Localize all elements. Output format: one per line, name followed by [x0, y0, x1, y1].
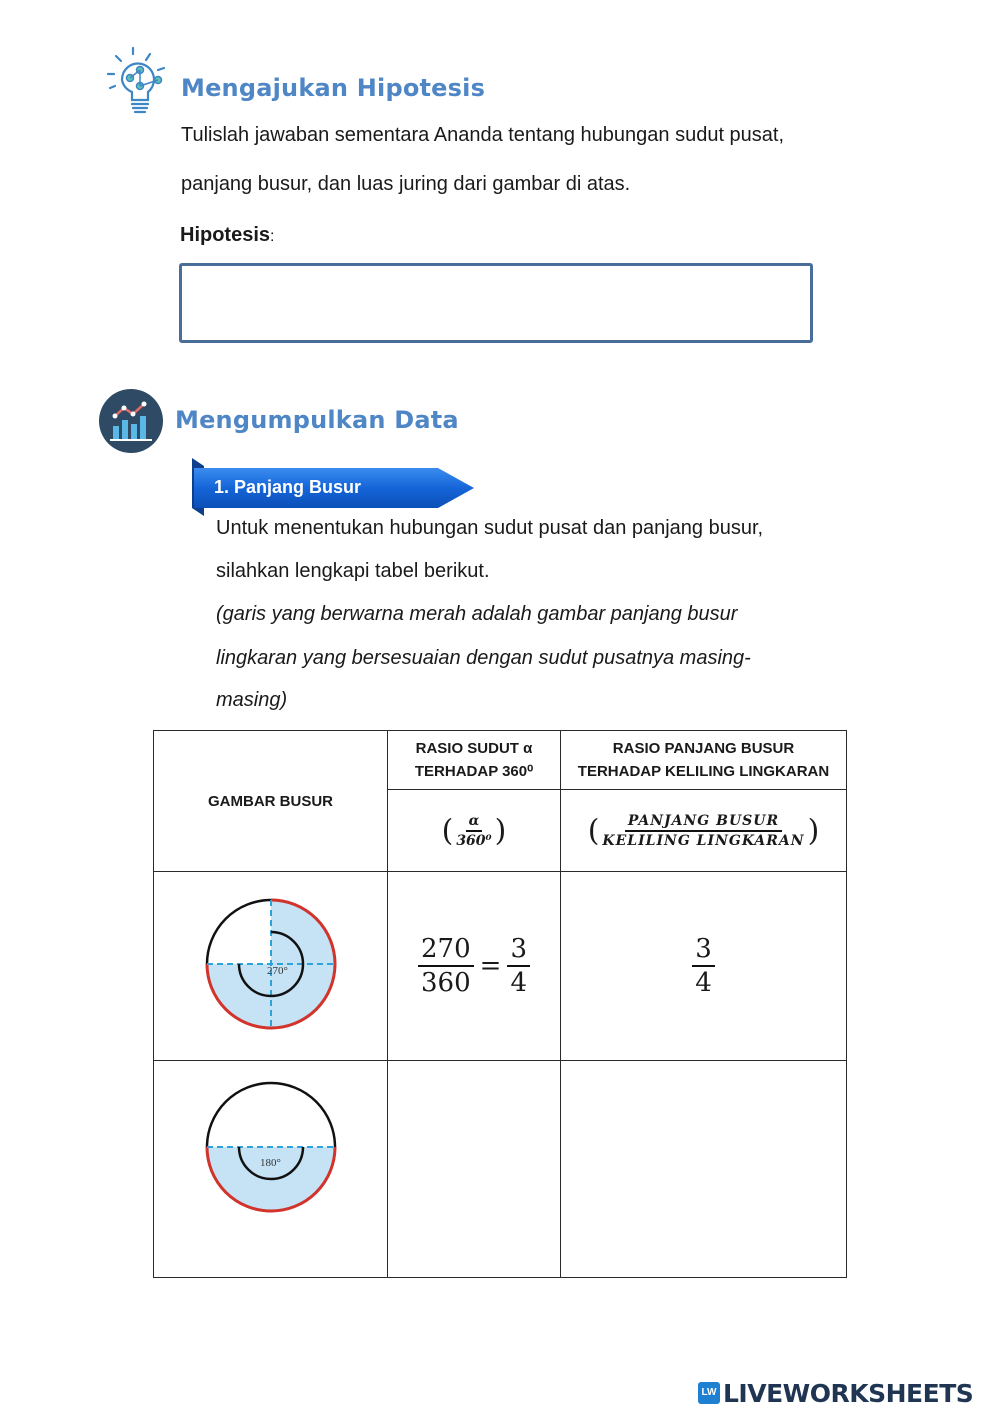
- arc-ratio-fraction: [599, 813, 807, 849]
- liveworksheets-logo-text: LIVEWORKSHEETS: [723, 1378, 974, 1408]
- angle-label-270: 270°: [266, 964, 288, 977]
- lightbulb-icon: [106, 46, 170, 116]
- arc-270-numerator: 3: [692, 934, 715, 967]
- hypothesis-label: [180, 224, 274, 247]
- chart-data-icon: [98, 388, 164, 454]
- header-gambar-busur: [154, 731, 388, 872]
- paren-right: ): [494, 813, 507, 848]
- ratio-270-simplified-denominator: 4: [510, 968, 527, 998]
- table-row: [154, 872, 847, 1061]
- ratio-270-fraction: [418, 934, 474, 998]
- liveworksheets-logo[interactable]: [698, 1378, 973, 1408]
- header-rasio-busur-line-2: TERHADAP KELILING LINGKARAN: [577, 763, 830, 780]
- hypothesis-answer-field[interactable]: [179, 263, 813, 343]
- hypothesis-label-text: Hipotesis: [180, 224, 271, 246]
- arc-270-fraction: [692, 934, 715, 998]
- circle-270-figure: [201, 894, 341, 1034]
- paren-right: ): [807, 813, 820, 848]
- equals-sign: =: [479, 951, 502, 981]
- angle-ratio-answer-180[interactable]: [388, 1061, 561, 1278]
- data-paragraph-line-2: silahkan lengkapi tabel berikut.: [216, 560, 490, 582]
- circle-180-figure: [201, 1077, 341, 1217]
- header-rasio-busur: [561, 731, 847, 790]
- arc-ratio-answer-270: [561, 872, 847, 1061]
- header-rasio-busur-line-1: RASIO PANJANG BUSUR: [612, 740, 795, 757]
- header-rasio-sudut-line-1: RASIO SUDUT α: [415, 740, 533, 757]
- hypothesis-instruction-line-2: panjang busur, dan luas juring dari gambar di atas.: [181, 173, 631, 195]
- ratio-270-simplified-numerator: 3: [507, 934, 530, 967]
- angle-ratio-fraction: [453, 813, 494, 849]
- liveworksheets-badge-icon: LW: [698, 1382, 720, 1404]
- data-section-title: Mengumpulkan Data: [175, 406, 459, 434]
- arc-ratio-denominator: KELILING LINGKARAN: [602, 832, 805, 849]
- paren-left: (: [587, 813, 600, 848]
- arc-270-denominator: 4: [695, 968, 712, 998]
- hypothesis-label-colon: :: [270, 228, 275, 245]
- header-rasio-sudut: [388, 731, 561, 790]
- ribbon-label: 1. Panjang Busur: [214, 477, 362, 497]
- hypothesis-section-title: Mengajukan Hipotesis: [181, 74, 486, 102]
- table-row: [154, 1061, 847, 1278]
- data-paragraph-line-1: Untuk menentukan hubungan sudut pusat dan panjang busur,: [216, 517, 764, 539]
- paren-left: (: [441, 813, 454, 848]
- ratio-270-simplified: [507, 934, 530, 998]
- arc-ratio-numerator: PANJANG BUSUR: [625, 813, 782, 832]
- arc-table: [153, 730, 847, 1278]
- angle-ratio-numerator: α: [466, 813, 483, 832]
- angle-ratio-answer-270: [388, 872, 561, 1061]
- ratio-270-denominator: 360: [421, 968, 471, 998]
- section-ribbon: [190, 458, 480, 516]
- arc-figure-180: [154, 1061, 388, 1278]
- hypothesis-instruction-line-1: Tulislah jawaban sementara Ananda tentang hubungan sudut pusat,: [181, 124, 785, 146]
- data-note-line-3: masing): [216, 689, 288, 711]
- data-note-line-2: lingkaran yang bersesuaian dengan sudut pusatnya masing-: [216, 647, 751, 669]
- arc-figure-270: [154, 872, 388, 1061]
- angle-ratio-denominator: 360⁰: [456, 832, 492, 849]
- ratio-270-numerator: 270: [418, 934, 474, 967]
- formula-arc-ratio: [561, 790, 847, 872]
- angle-label-180: 180°: [259, 1157, 281, 1169]
- formula-angle-ratio: [388, 790, 561, 872]
- data-note-line-1: (garis yang berwarna merah adalah gambar panjang busur: [216, 603, 738, 625]
- arc-ratio-answer-180[interactable]: [561, 1061, 847, 1278]
- header-rasio-sudut-line-2: TERHADAP 360⁰: [414, 763, 534, 780]
- header-gambar-busur-text: GAMBAR BUSUR: [208, 792, 333, 810]
